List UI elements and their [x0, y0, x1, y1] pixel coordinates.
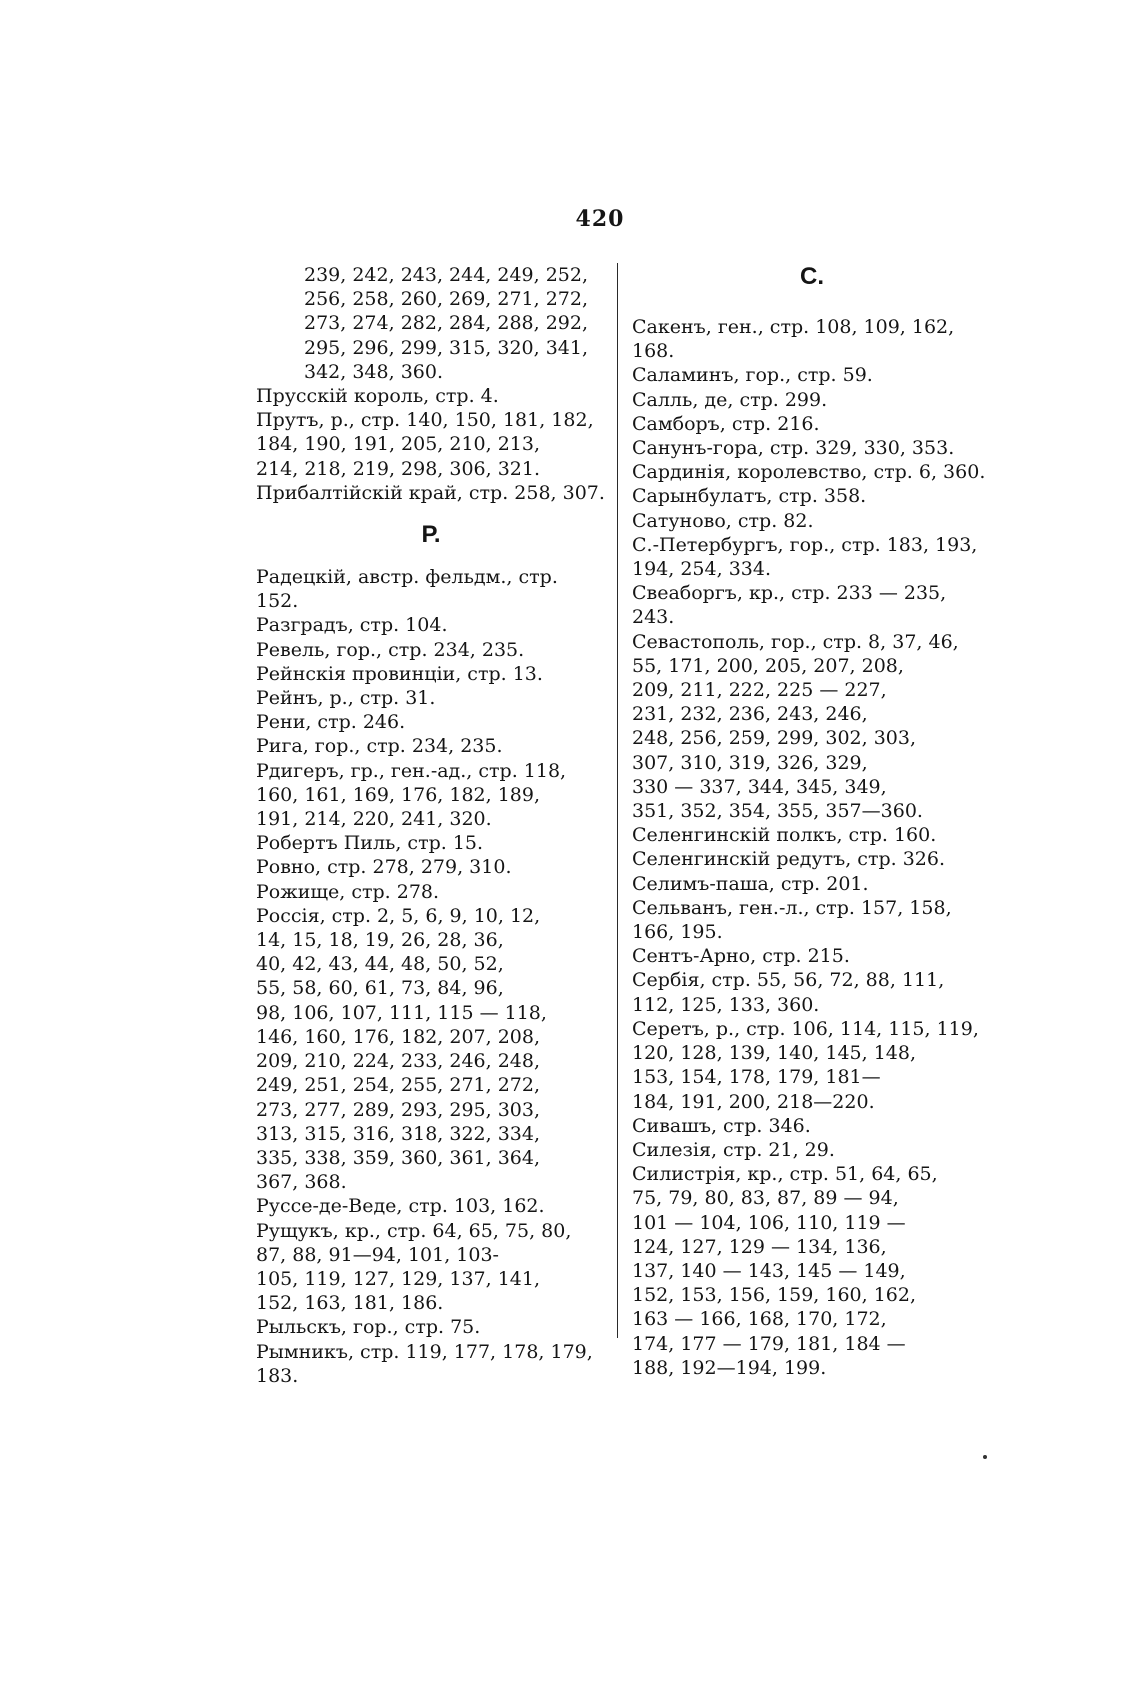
index-entry-heading-line: Радецкій, австр. фельдм., стр.	[256, 566, 558, 589]
index-entry	[256, 831, 606, 855]
index-entry	[632, 968, 992, 1016]
index-entry	[632, 872, 992, 896]
page-number: 420	[575, 206, 625, 232]
index-entry	[256, 481, 606, 505]
index-entry-page-refs-line: 101 — 104, 106, 110, 119 —	[632, 1211, 906, 1234]
index-entry-page-refs-line: 163 — 166, 168, 170, 172,	[632, 1308, 887, 1331]
index-entry	[632, 581, 992, 629]
index-entry	[632, 388, 992, 412]
index-entry-page-refs-line: 174, 177 — 179, 181, 184 —	[632, 1332, 906, 1355]
index-entry-heading-line: Рожище, стр. 278.	[256, 880, 440, 903]
index-entry	[256, 638, 606, 662]
index-entry	[256, 1194, 606, 1218]
index-entry-heading-line: Рейнскія провинціи, стр. 13.	[256, 662, 543, 685]
index-entry-heading-line: Сарынбулатъ, стр. 358.	[632, 485, 867, 508]
index-entry	[256, 1219, 606, 1316]
index-entry-heading-line: Серетъ, р., стр. 106, 114, 115, 119,	[632, 1017, 979, 1040]
index-entry-heading-line: Прутъ, р., стр. 140, 150, 181, 182,	[256, 409, 594, 432]
index-entry	[632, 315, 992, 363]
index-entry-page-refs-line: 153, 154, 178, 179, 181—	[632, 1066, 881, 1089]
index-entry	[632, 1017, 992, 1114]
index-entry-page-refs-line: 209, 211, 222, 225 — 227,	[632, 679, 887, 702]
index-entry-heading-line: Ревель, гор., стр. 234, 235.	[256, 638, 525, 661]
index-entry	[632, 1138, 992, 1162]
index-entry-page-refs-line: 152, 153, 156, 159, 160, 162,	[632, 1284, 917, 1307]
column-divider	[617, 263, 618, 1338]
index-entry	[256, 855, 606, 879]
index-entry-heading-line: С.-Петербургъ, гор., стр. 183, 193,	[632, 533, 978, 556]
index-entry-page-refs-line: 166, 195.	[632, 921, 723, 944]
index-entry-page-refs-line: 152.	[256, 590, 299, 613]
index-entry-heading-line: Прибалтійскій край, стр. 258, 307.	[256, 481, 605, 504]
index-entry-page-refs-line: 146, 160, 176, 182, 207, 208,	[256, 1025, 541, 1048]
index-entry-heading-line: Разградъ, стр. 104.	[256, 614, 448, 637]
index-entry	[256, 613, 606, 637]
index-entry-page-refs-line: 184, 190, 191, 205, 210, 213,	[256, 433, 541, 456]
index-entry	[632, 509, 992, 533]
index-entry-page-refs-line: 342, 348, 360.	[304, 360, 443, 383]
index-entry	[632, 436, 992, 460]
index-entry-page-refs-line: 191, 214, 220, 241, 320.	[256, 808, 492, 831]
index-entry	[632, 944, 992, 968]
index-entry-heading-line: Рдигеръ, гр., ген.-ад., стр. 118,	[256, 759, 567, 782]
index-entry-page-refs-line: 295, 296, 299, 315, 320, 341,	[304, 336, 589, 359]
index-entry-heading-line: Рущукъ, кр., стр. 64, 65, 75, 80,	[256, 1219, 572, 1242]
section-letter-heading: С.	[800, 263, 824, 290]
index-entry-page-refs-line: 168.	[632, 340, 675, 363]
index-entry-heading-line: Севастополь, гор., стр. 8, 37, 46,	[632, 630, 959, 653]
index-entry-heading-line: Сельванъ, ген.-л., стр. 157, 158,	[632, 896, 952, 919]
index-entry	[632, 823, 992, 847]
index-entry-page-refs-line: 248, 256, 259, 299, 302, 303,	[632, 727, 917, 750]
index-entry-heading-line: Санунъ-гора, стр. 329, 330, 353.	[632, 437, 955, 460]
index-entry-page-refs-line: 351, 352, 354, 355, 357—360.	[632, 800, 923, 823]
index-entry-heading-line: Саламинъ, гор., стр. 59.	[632, 364, 873, 387]
index-entry-heading-line: Прусскій король, стр. 4.	[256, 385, 499, 408]
index-entry-page-refs-line: 120, 128, 139, 140, 145, 148,	[632, 1042, 917, 1065]
index-entry-heading-line: Селимъ-паша, стр. 201.	[632, 872, 869, 895]
index-entry	[256, 880, 606, 904]
index-entry-heading-line: Руссе-де-Веде, стр. 103, 162.	[256, 1195, 545, 1218]
index-entry-page-refs-line: 256, 258, 260, 269, 271, 272,	[304, 288, 589, 311]
index-entry	[256, 686, 606, 710]
index-entry-page-refs-line: 307, 310, 319, 326, 329,	[632, 751, 868, 774]
index-entry-page-refs-line: 188, 192—194, 199.	[632, 1356, 827, 1379]
index-entry	[632, 847, 992, 871]
index-entry-heading-line: Сакенъ, ген., стр. 108, 109, 162,	[632, 316, 955, 338]
right-column	[632, 263, 992, 1380]
index-entry-heading-line: Рени, стр. 246.	[256, 711, 406, 734]
index-entry-page-refs-line: 184, 191, 200, 218—220.	[632, 1090, 875, 1113]
index-entry-heading-line: Самборъ, стр. 216.	[632, 412, 820, 435]
index-entry-heading-line: Свеаборгъ, кр., стр. 233 — 235,	[632, 582, 947, 605]
index-entry-page-refs-line: 98, 106, 107, 111, 115 — 118,	[256, 1001, 547, 1024]
index-entry-page-refs-line: 183.	[256, 1364, 299, 1387]
index-entry	[632, 896, 992, 944]
index-entry-page-refs-line: 335, 338, 359, 360, 361, 364,	[256, 1146, 541, 1169]
index-entry-page-refs-line: 273, 277, 289, 293, 295, 303,	[256, 1098, 541, 1121]
index-entry-heading-line: Ровно, стр. 278, 279, 310.	[256, 856, 512, 879]
index-entry-page-refs-line: 249, 251, 254, 255, 271, 272,	[256, 1074, 541, 1097]
index-entry-heading-line: Селенгинскій полкъ, стр. 160.	[632, 824, 937, 847]
index-entry-heading-line: Сербія, стр. 55, 56, 72, 88, 111,	[632, 969, 945, 992]
index-entry-heading-line: Рига, гор., стр. 234, 235.	[256, 735, 503, 758]
index-entry	[632, 460, 992, 484]
index-entry-page-refs-line: 209, 210, 224, 233, 246, 248,	[256, 1050, 541, 1073]
index-entry	[256, 734, 606, 758]
index-entry	[256, 759, 606, 832]
index-entry-page-refs-line: 112, 125, 133, 360.	[632, 993, 820, 1016]
index-entry-page-refs-line: 367, 368.	[256, 1171, 347, 1194]
section-letter-heading: Р.	[421, 521, 441, 549]
index-entry-heading-line: Сардинія, королевство, стр. 6, 360.	[632, 461, 986, 484]
index-entry-page-refs-line: 330 — 337, 344, 345, 349,	[632, 775, 887, 798]
index-entry	[256, 662, 606, 686]
index-entry	[632, 1114, 992, 1138]
index-entry-page-refs-line: 40, 42, 43, 44, 48, 50, 52,	[256, 953, 504, 976]
index-entry-page-refs-line: 55, 58, 60, 61, 73, 84, 96,	[256, 977, 504, 1000]
index-entry-page-refs-line: 152, 163, 181, 186.	[256, 1292, 444, 1315]
index-entry-heading-line: Сатуново, стр. 82.	[632, 509, 814, 532]
index-entry	[256, 710, 606, 734]
index-entry	[256, 1340, 606, 1388]
index-entry-heading-line: Салль, де, стр. 299.	[632, 388, 828, 411]
index-entry-page-refs-line: 214, 218, 219, 298, 306, 321.	[256, 457, 541, 480]
index-entry	[256, 384, 606, 408]
index-entry	[256, 1315, 606, 1339]
continued-entry	[256, 263, 606, 384]
index-entry-heading-line: Силезія, стр. 21, 29.	[632, 1138, 835, 1161]
index-entry-heading-line: Сентъ-Арно, стр. 215.	[632, 945, 850, 968]
index-entry-heading-line: Россія, стр. 2, 5, 6, 9, 10, 12,	[256, 904, 541, 927]
index-entry-page-refs-line: 124, 127, 129 — 134, 136,	[632, 1235, 887, 1258]
index-entry	[256, 408, 606, 481]
index-entry-page-refs-line: 273, 274, 282, 284, 288, 292,	[304, 312, 589, 335]
index-entry-page-refs-line: 137, 140 — 143, 145 — 149,	[632, 1259, 906, 1282]
index-entry-page-refs-line: 105, 119, 127, 129, 137, 141,	[256, 1267, 541, 1290]
index-entry-heading-line: Рымникъ, стр. 119, 177, 178, 179,	[256, 1340, 593, 1363]
index-entry-page-refs-line: 231, 232, 236, 243, 246,	[632, 703, 868, 726]
index-entry	[632, 630, 992, 824]
index-entry-page-refs-line: 239, 242, 243, 244, 249, 252,	[304, 264, 589, 286]
index-entry	[632, 363, 992, 387]
index-entry-heading-line: Робертъ Пиль, стр. 15.	[256, 832, 484, 855]
index-entry	[632, 412, 992, 436]
print-speck	[983, 1455, 987, 1459]
index-entry-page-refs-line: 243.	[632, 606, 675, 629]
index-entry	[256, 904, 606, 1194]
index-entry-page-refs-line: 160, 161, 169, 176, 182, 189,	[256, 783, 541, 806]
index-entry	[632, 533, 992, 581]
index-entry-page-refs-line: 87, 88, 91—94, 101, 103-	[256, 1243, 499, 1266]
index-entry	[632, 1162, 992, 1380]
index-entry-heading-line: Рыльскъ, гор., стр. 75.	[256, 1316, 481, 1339]
index-entry-heading-line: Силистрія, кр., стр. 51, 64, 65,	[632, 1163, 938, 1186]
index-entry	[256, 565, 606, 613]
index-entry-page-refs-line: 55, 171, 200, 205, 207, 208,	[632, 654, 904, 677]
index-entry-heading-line: Селенгинскій редутъ, стр. 326.	[632, 848, 945, 871]
index-entry-heading-line: Сивашъ, стр. 346.	[632, 1114, 811, 1137]
index-entry-page-refs-line: 194, 254, 334.	[632, 558, 771, 581]
index-entry	[632, 484, 992, 508]
left-column	[256, 263, 606, 1388]
index-entry-page-refs-line: 75, 79, 80, 83, 87, 89 — 94,	[632, 1187, 899, 1210]
index-entry-page-refs-line: 313, 315, 316, 318, 322, 334,	[256, 1122, 541, 1145]
index-entry-page-refs-line: 14, 15, 18, 19, 26, 28, 36,	[256, 929, 504, 952]
index-entry-heading-line: Рейнъ, р., стр. 31.	[256, 687, 436, 710]
